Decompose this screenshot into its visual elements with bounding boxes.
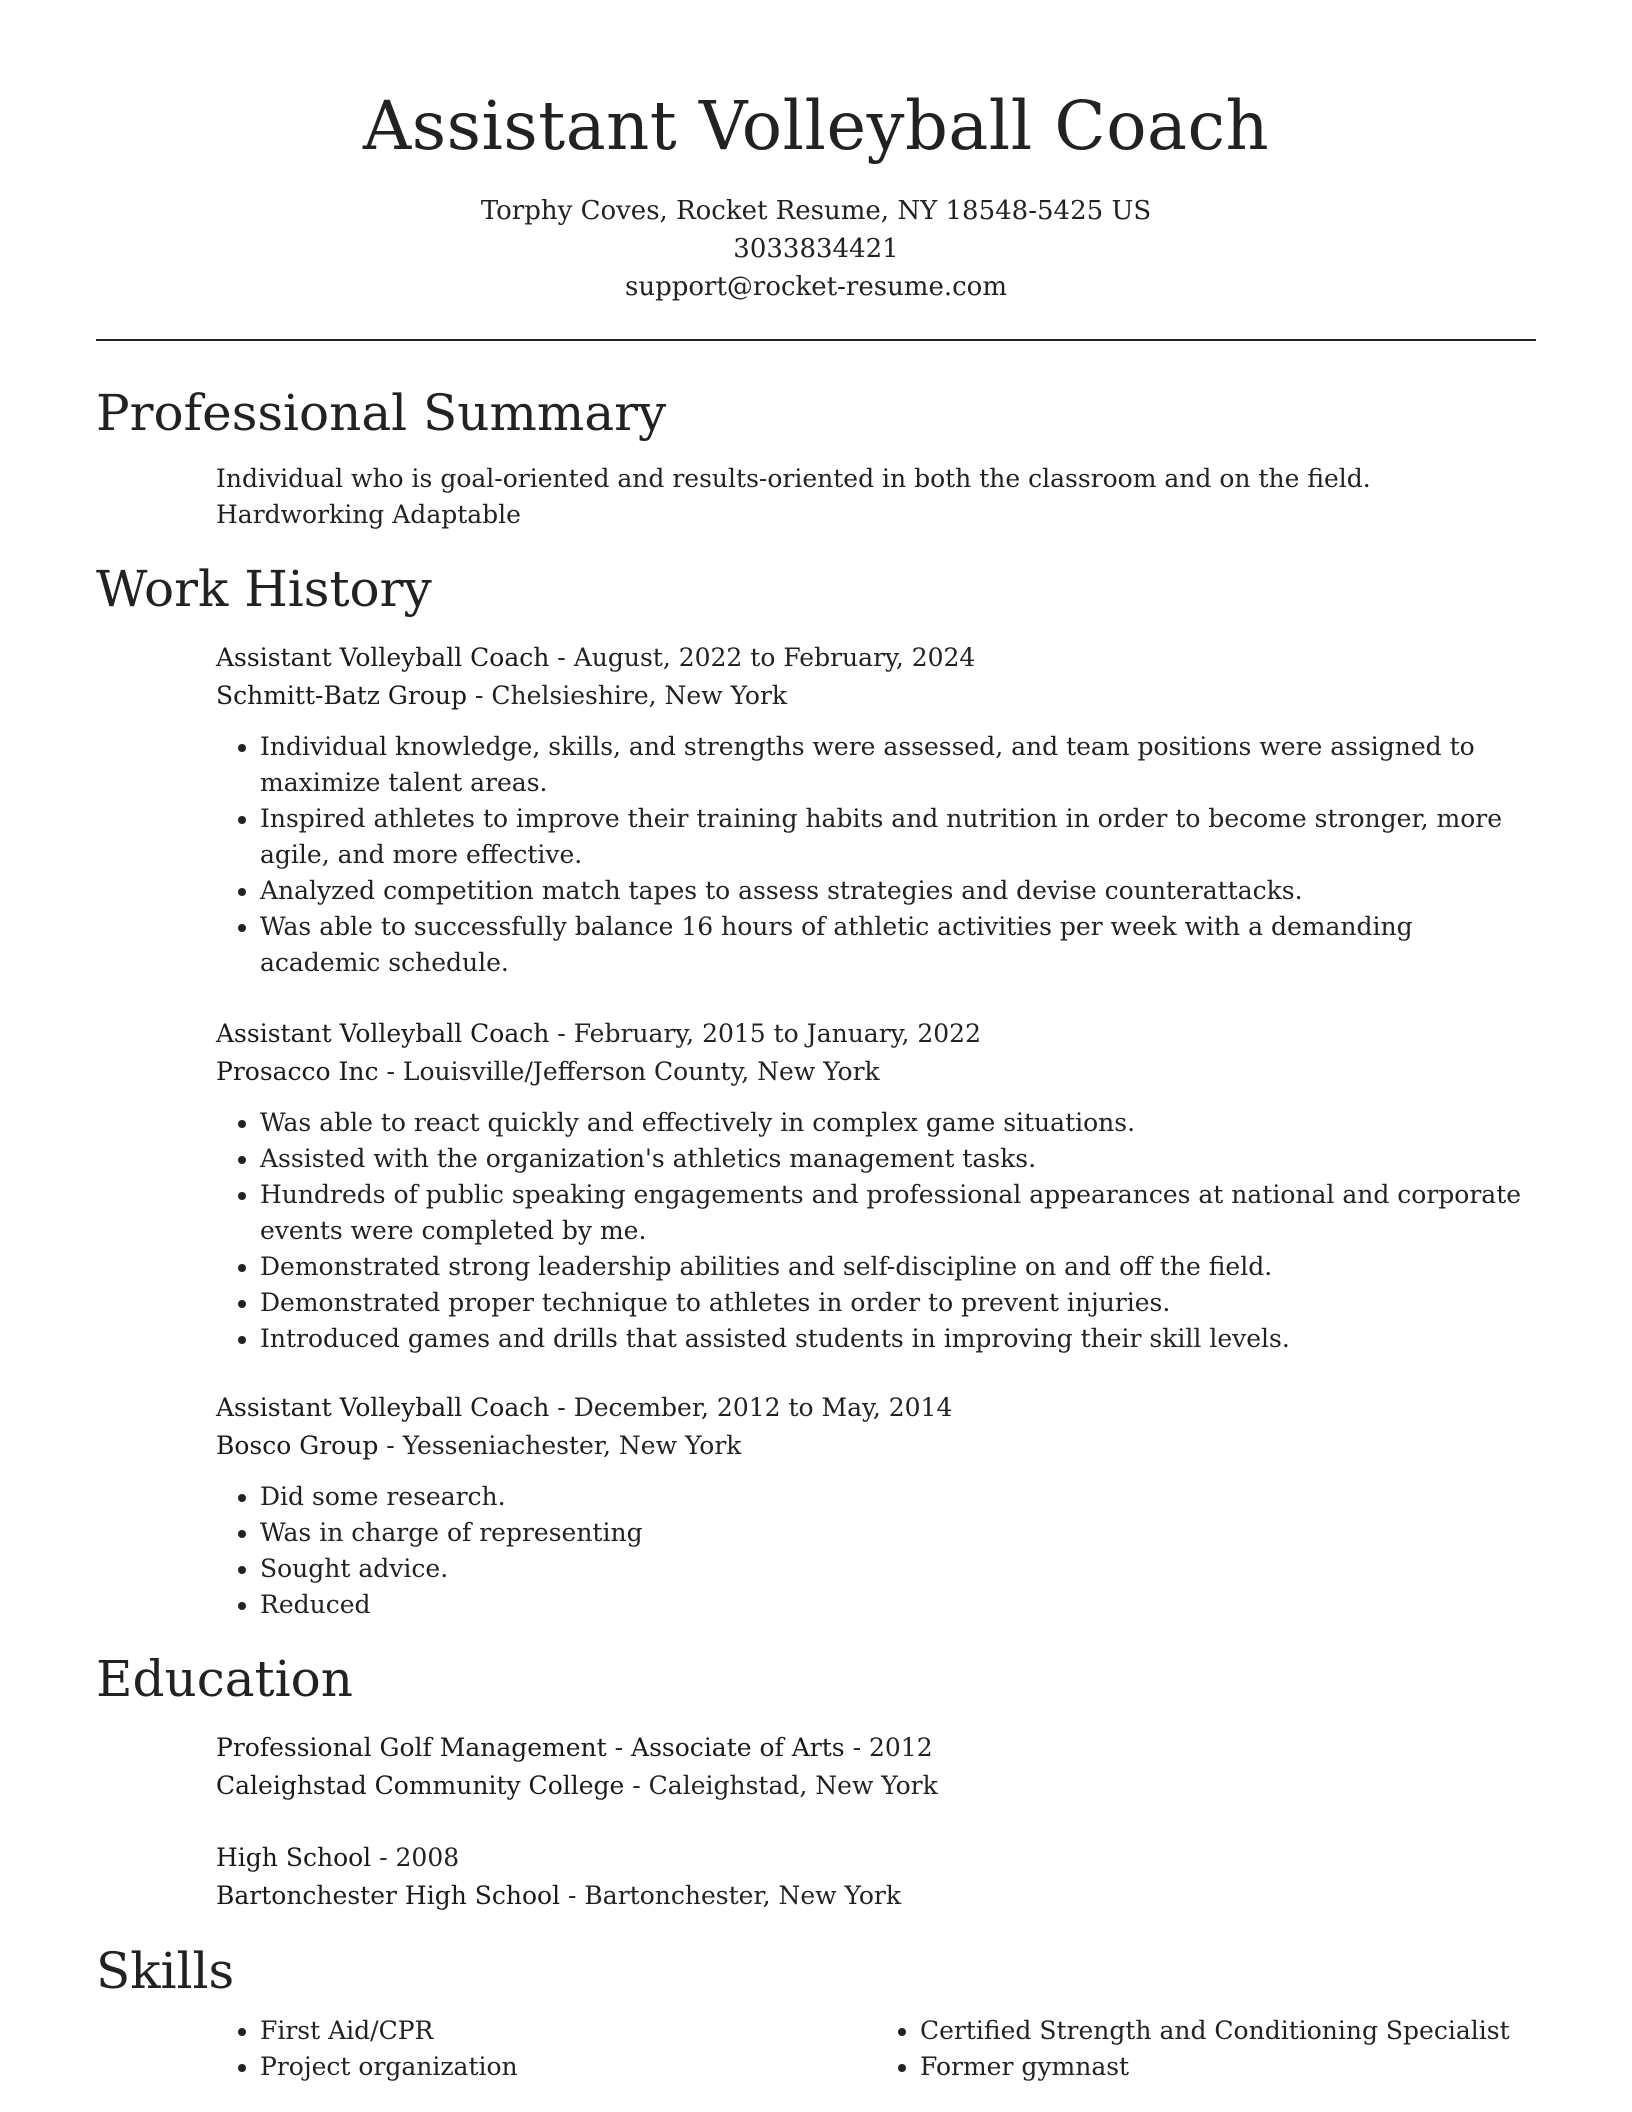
education-degree: Associate of Arts (631, 1733, 845, 1762)
skills-column-right (876, 2013, 1536, 2085)
contact-address: Torphy Coves, Rocket Resume, NY 18548-5425 US (480, 196, 1152, 226)
job-bullets (216, 1105, 1536, 1357)
job-role: Assistant Volleyball Coach (216, 1393, 550, 1422)
header-divider (96, 339, 1536, 341)
section-title-education: Education (96, 1650, 353, 1708)
skills-list (216, 2003, 1536, 2085)
job-title-line: Assistant Volleyball Coach - December, 2012 to May, 2014 (216, 1393, 953, 1422)
job-role: Assistant Volleyball Coach (216, 643, 550, 672)
list-item: • Analyzed competition match tapes to assess strategies and devise counterattacks. (260, 873, 1536, 909)
job-location: Louisville/Jefferson County, New York (402, 1057, 880, 1086)
list-item: • Certified Strength and Conditioning Specialist (920, 2013, 1536, 2049)
list-item: • Sought advice. (260, 1551, 1536, 1587)
education-degree-line: High School - 2008 (216, 1843, 460, 1872)
education-school: Bartonchester High School (216, 1881, 561, 1910)
list-item: • Demonstrated proper technique to athletes in order to prevent injuries. (260, 1285, 1536, 1321)
job-entry (216, 639, 1536, 981)
job-bullets (216, 1479, 1536, 1623)
section-title-summary: Professional Summary (96, 384, 667, 442)
list-item: • Was able to successfully balance 16 hours of athletic activities per week with a demanding academic schedule. (260, 909, 1536, 981)
education-year: 2008 (395, 1843, 460, 1872)
education-field: High School (216, 1843, 372, 1872)
section-title-skills: Skills (96, 1942, 235, 2000)
list-item: • Demonstrated strong leadership abilities and self-discipline on and off the field. (260, 1249, 1536, 1285)
education-school: Caleighstad Community College (216, 1771, 625, 1800)
list-item: • First Aid/CPR (260, 2013, 876, 2049)
list-item: • Project organization (260, 2049, 876, 2085)
education-year: 2012 (868, 1733, 933, 1762)
summary-text: Individual who is goal-oriented and results-oriented in both the classroom and on the field. Hardworking Adaptable (216, 464, 1371, 529)
job-location: Yesseniachester, New York (402, 1431, 742, 1460)
list-item: • Was in charge of representing (260, 1515, 1536, 1551)
job-company: Schmitt-Batz Group (216, 681, 467, 710)
section-title-work: Work History (96, 560, 432, 618)
job-company: Bosco Group (216, 1431, 379, 1460)
skills-column-left (216, 2013, 876, 2085)
list-item: • Was able to react quickly and effectively in complex game situations. (260, 1105, 1536, 1141)
job-title-line: Assistant Volleyball Coach - February, 2015 to January, 2022 (216, 1019, 981, 1048)
education-degree-line: Professional Golf Management - Associate of Arts - 2012 (216, 1733, 933, 1762)
job-role: Assistant Volleyball Coach (216, 1019, 550, 1048)
list-item: • Individual knowledge, skills, and strengths were assessed, and team positions were assigned to maximize talent areas. (260, 729, 1536, 801)
contact-email: support@rocket-resume.com (624, 272, 1007, 302)
job-entry (216, 1015, 1536, 1357)
job-dates: February, 2015 to January, 2022 (573, 1019, 981, 1048)
job-location: Chelsieshire, New York (491, 681, 788, 710)
list-item: • Did some research. (260, 1479, 1536, 1515)
list-item: • Assisted with the organization's athletics management tasks. (260, 1141, 1536, 1177)
job-company-line: Prosacco Inc - Louisville/Jefferson County, New York (216, 1057, 880, 1086)
job-entry (216, 1389, 1536, 1623)
education-entry (216, 1729, 1536, 1805)
job-company-line: Schmitt-Batz Group - Chelsieshire, New York (216, 681, 788, 710)
job-company-line: Bosco Group - Yesseniachester, New York (216, 1431, 742, 1460)
education-location: Caleighstad, New York (648, 1771, 938, 1800)
job-bullets (216, 729, 1536, 981)
education-field: Professional Golf Management (216, 1733, 607, 1762)
education-entry (216, 1839, 1536, 1915)
job-dates: August, 2022 to February, 2024 (573, 643, 976, 672)
list-item: • Inspired athletes to improve their training habits and nutrition in order to become stronger, more agile, and more effective. (260, 801, 1536, 873)
list-item: • Hundreds of public speaking engagements and professional appearances at national and corporate events were completed by me. (260, 1177, 1536, 1249)
contact-phone: 3033834421 (733, 234, 899, 264)
list-item: • Reduced (260, 1587, 1536, 1623)
job-company: Prosacco Inc (216, 1057, 379, 1086)
resume-name: Assistant Volleyball Coach (362, 87, 1270, 165)
education-school-line: Bartonchester High School - Bartonchester, New York (216, 1881, 902, 1910)
job-dates: December, 2012 to May, 2014 (573, 1393, 953, 1422)
contact-block (96, 192, 1536, 306)
list-item: • Former gymnast (920, 2049, 1536, 2085)
education-location: Bartonchester, New York (584, 1881, 902, 1910)
education-school-line: Caleighstad Community College - Caleighstad, New York (216, 1771, 938, 1800)
job-title-line: Assistant Volleyball Coach - August, 2022 to February, 2024 (216, 643, 976, 672)
list-item: • Introduced games and drills that assisted students in improving their skill levels. (260, 1321, 1536, 1357)
